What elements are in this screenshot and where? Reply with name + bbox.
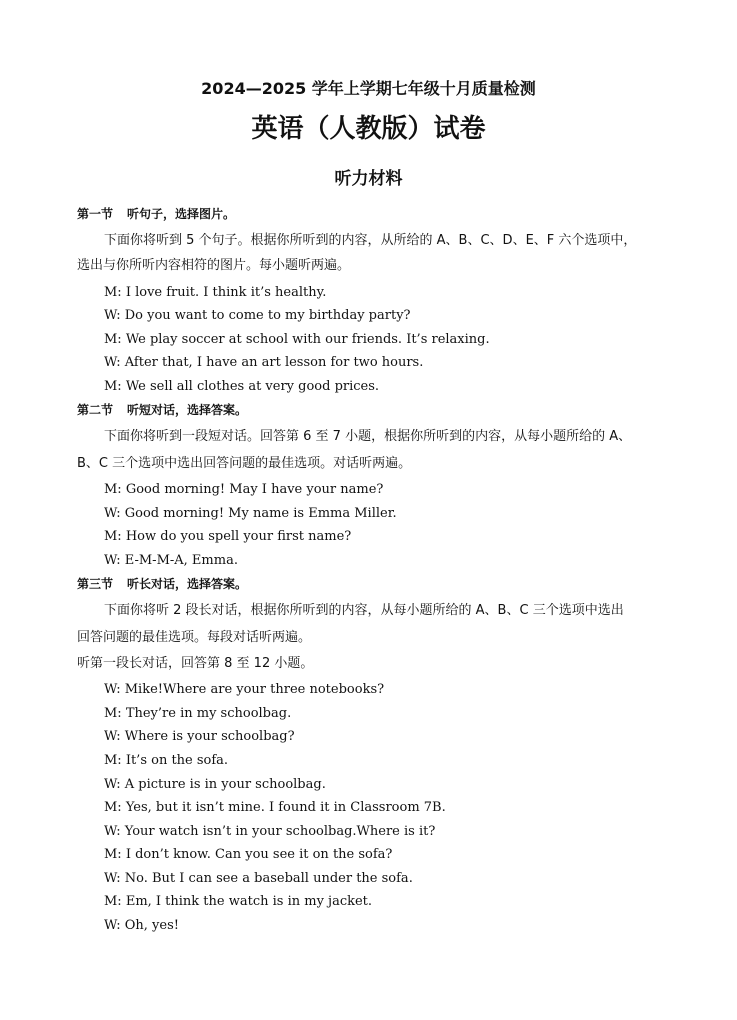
section3-sub-instruction: 听第一段长对话，回答第 8 至 12 小题。 <box>77 656 314 671</box>
section-subtitle: 听力材料 <box>334 169 403 189</box>
dialogue-line: M: How do you spell your first name? <box>104 529 352 544</box>
paper-title: 英语（人教版）试卷 <box>251 114 486 144</box>
section1-label: 第一节 <box>77 207 114 221</box>
dialogue-line: W: Where is your schoolbag? <box>104 729 295 744</box>
section3-heading <box>77 576 247 592</box>
dialogue-line: W: E-M-M-A, Emma. <box>104 553 238 568</box>
exam-title: 2024—2025 学年上学期七年级十月质量检测 <box>201 79 536 98</box>
dialogue-line: M: Yes, but it isn’t mine. I found it in Classroom 7B. <box>104 800 446 815</box>
dialogue-line: W: Oh, yes! <box>104 918 179 933</box>
section2-heading <box>77 402 247 418</box>
dialogue-line: M: I love fruit. I think it’s healthy. <box>104 285 327 300</box>
dialogue-line: M: Good morning! May I have your name? <box>104 482 384 497</box>
section1-instruction-1: 下面你将听到 5 个句子。根据你所听到的内容，从所给的 A、B、C、D、E、F 六个选项中， <box>104 233 637 248</box>
dialogue-line: M: We sell all clothes at very good prices. <box>104 379 380 394</box>
section1-heading <box>77 206 235 222</box>
dialogue-line: M: It’s on the sofa. <box>104 753 229 768</box>
dialogue-line: W: Good morning! My name is Emma Miller. <box>104 506 397 521</box>
dialogue-line: W: A picture is in your schoolbag. <box>104 777 326 792</box>
dialogue-line: W: Your watch isn’t in your schoolbag.Where is it? <box>104 824 436 839</box>
section3-title: 听长对话，选择答案。 <box>127 577 248 591</box>
section3-label: 第三节 <box>77 577 114 591</box>
section2-instruction-1: 下面你将听到一段短对话。回答第 6 至 7 小题，根据你所听到的内容，从每小题所给的 A、 <box>104 429 632 444</box>
section1-title: 听句子，选择图片。 <box>127 207 236 221</box>
section3-instruction-1: 下面你将听 2 段长对话，根据你所听到的内容，从每小题所给的 A、B、C 三个选项中选出 <box>104 603 624 618</box>
dialogue-line: W: Mike!Where are your three notebooks? <box>104 682 385 697</box>
dialogue-line: W: After that, I have an art lesson for two hours. <box>104 355 424 370</box>
section2-instruction-2: B、C 三个选项中选出回答问题的最佳选项。对话听两遍。 <box>77 456 412 471</box>
section1-instruction-2: 选出与你所听内容相符的图片。每小题听两遍。 <box>77 258 351 273</box>
dialogue-line: W: No. But I can see a baseball under the sofa. <box>104 871 413 886</box>
dialogue-line: W: Do you want to come to my birthday party? <box>104 308 411 323</box>
dialogue-line: M: I don’t know. Can you see it on the sofa? <box>104 847 393 862</box>
dialogue-line: M: Em, I think the watch is in my jacket. <box>104 894 373 909</box>
section3-instruction-2: 回答问题的最佳选项。每段对话听两遍。 <box>77 630 312 645</box>
dialogue-line: M: They’re in my schoolbag. <box>104 706 292 721</box>
section2-title: 听短对话，选择答案。 <box>127 403 248 417</box>
dialogue-line: M: We play soccer at school with our friends. It’s relaxing. <box>104 332 490 347</box>
section2-label: 第二节 <box>77 403 114 417</box>
